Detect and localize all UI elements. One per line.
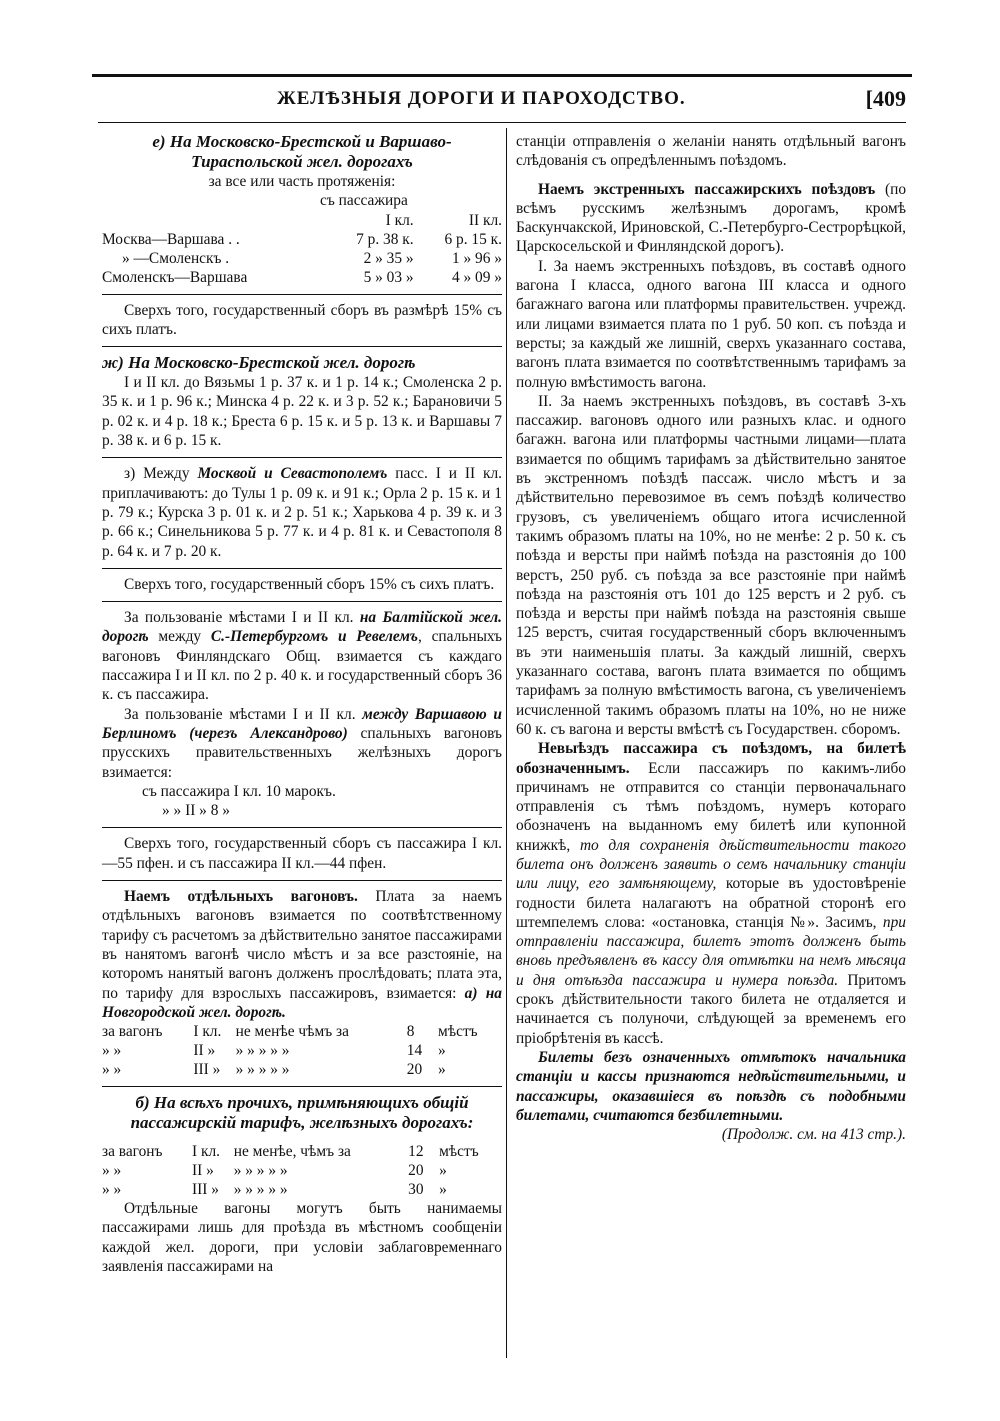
section-z-body: пасс. I и II кл. приплачиваютъ: до Тулы 1 р. 09 к. и 91 к.; Орла 2 р. 15 к. и 1 р. 79 к.; Курска 3 р. 01 к. и 2 р. 51 к.; Харькова 4 р. 39 к. и 3 р. 66 к.; Синельникова 5 р. 77 к. и 4 р. 81 к. и Севастополя 8 р. 64 к. и 7 р. 20 к.	[102, 465, 503, 560]
cell: »	[438, 1061, 446, 1079]
cell: II »	[192, 1162, 214, 1180]
tickets-note: Билеты безъ означенныхъ отмѣтокъ начальника станціи и кассы признаются недѣйствительными, и пассажиры, оказавшіеся въ поѣздѣ съ подобными билетами, считаются безбилетными.	[516, 1048, 906, 1124]
warsaw-text: За пользованіе мѣстами I и II кл.	[124, 705, 363, 723]
section-z-note: Сверхъ того, государственный сборъ 15% съ сихъ платъ.	[124, 575, 495, 593]
baltic-text: между	[148, 628, 211, 646]
cell: 20	[406, 1061, 423, 1079]
cell: » »	[102, 1162, 122, 1180]
cell: » » » » »	[235, 1061, 290, 1079]
fare-cell: 4 » 09 »	[451, 268, 502, 286]
cell: 12	[408, 1143, 424, 1161]
table-row	[102, 1180, 502, 1199]
warsaw-line-2: » » II » 8 »	[162, 802, 230, 820]
cell: мѣстъ	[439, 1143, 479, 1161]
fare-header-class1: I кл.	[385, 211, 414, 229]
wagon-hire-text: Плата за наемъ отдѣльныхъ вагоновъ взимается по соотвѣтственному тарифу съ расчетомъ за дѣйствительно занятое пассажирами въ нанятомъ вагонѣ число мѣстъ и за все разстояніе, на которомъ нанятый вагонъ долженъ прослѣдовать; плата эта, по тарифу для взрослыхъ пассажировъ, взимается:	[102, 888, 502, 1002]
header-rule	[98, 122, 906, 123]
no-departure-italic: то для сохраненія дѣйствительности такого билета онъ долженъ заявить о семъ начальнику станціи или лицу, его замѣняющему,	[516, 836, 906, 893]
cell: мѣстъ	[438, 1023, 478, 1041]
wagon-hire-paragraph	[102, 887, 502, 1022]
table-row	[102, 230, 502, 249]
continuation-note: (Продолж. см. на 413 стр.).	[721, 1126, 906, 1144]
section-e-intro: за все или часть протяженія:	[208, 173, 396, 190]
wagon-hire-heading: Наемъ отдѣльныхъ вагоновъ.	[124, 888, 358, 906]
wagon-final-paragraph: Отдѣльные вагоны могутъ быть нанимаемы пассажирами лишь для проѣзда въ мѣстномъ сообщеніи каждой жел. дороги, при условіи заблаговременнаго заявленія пассажирами на	[102, 1200, 502, 1275]
section-b-heading: б) На всѣхъ прочихъ, примѣняющихъ общій пассажирскій тарифъ, желѣзныхъ дорогахъ:	[130, 1093, 474, 1133]
cell: не менѣе чѣмъ за	[235, 1023, 349, 1041]
cell: » »	[102, 1181, 122, 1199]
wagon-table-b	[102, 1142, 502, 1199]
left-column	[102, 132, 502, 1276]
fare-cell: 7 р. 38 к.	[356, 230, 414, 248]
no-departure-text: Если пассажиръ по какимъ-либо причинамъ не отправится со станціи первоначальнаго отправленія съ тѣмъ поѣздомъ, нумеръ котораго обозначенъ на выданномъ ему билетѣ или купонной книжкѣ,	[516, 759, 906, 854]
divider	[102, 880, 502, 881]
fare-cell: 6 р. 15 к.	[444, 230, 502, 248]
cell: » » » » »	[233, 1162, 288, 1180]
cell: » »	[102, 1042, 122, 1060]
baltic-road: на Балтійской жел. дорогѣ	[102, 609, 502, 646]
table-row	[102, 1060, 502, 1079]
cell: »	[439, 1162, 447, 1180]
per-passenger-label: съ пассажира	[320, 192, 408, 210]
no-departure-paragraph	[516, 739, 906, 1048]
cell: I кл.	[193, 1023, 222, 1041]
wagon-table-a	[102, 1022, 502, 1079]
route-cell: » —Смоленскъ .	[122, 249, 230, 267]
baltic-text: За пользованіе мѣстами I и II кл.	[124, 609, 360, 627]
top-rule	[92, 74, 912, 77]
table-row	[102, 1041, 502, 1060]
section-zh-heading: ж) На Московско-Брестской жел. дорогѣ	[102, 353, 416, 373]
table-row	[102, 1142, 502, 1161]
page-frame	[92, 74, 912, 1364]
warsaw-paragraph	[102, 705, 502, 782]
route-cell: Смоленскъ—Варшава	[102, 268, 248, 286]
warsaw-note: Сверхъ того, государственный сборъ съ пассажира I кл.—55 пфен. и съ пассажира II кл.—44 пфен.	[102, 835, 502, 872]
page-number: [409	[865, 86, 906, 111]
divider	[102, 457, 502, 458]
section-zh-text: I и II кл. до Вязьмы 1 р. 37 к. и 1 р. 14 к.; Смоленска 2 р. 35 к. и 1 р. 96 к.; Минска 4 р. 22 к. и 3 р. 52 к.; Барановичи 5 р. 02 к. и 4 р. 18 к.; Бреста 6 р. 15 к. и 5 р. 13 к. и Варшавы 7 р. 38 к. и 6 р. 15 к.	[102, 374, 502, 450]
divider	[102, 1086, 502, 1087]
table-row	[102, 1022, 502, 1041]
divider	[102, 827, 502, 828]
right-column	[516, 132, 906, 1144]
cell: 14	[406, 1042, 423, 1060]
cell: III »	[193, 1061, 221, 1079]
fare-cell: 1 » 96 »	[451, 249, 502, 267]
no-departure-text: которые въ удостовѣреніе годности билета налагаютъ на обратной сторонѣ его штемпелемъ слова: «остановка, станція №». Засимъ,	[516, 875, 906, 931]
running-title: ЖЕЛѢЗНЫЯ ДОРОГИ И ПАРОХОДСТВО.	[277, 88, 686, 109]
cell: I кл.	[192, 1143, 221, 1161]
warsaw-line-1: съ пассажира I кл. 10 марокъ.	[142, 782, 336, 800]
divider	[102, 294, 502, 295]
warsaw-route: между Варшавою и Берлиномъ (черезъ Александрово)	[102, 705, 502, 742]
fare-cell: 2 » 35 »	[363, 249, 414, 267]
cell: за вагонъ	[102, 1143, 163, 1161]
cell: 8	[406, 1023, 415, 1041]
section-e-note: Сверхъ того, государственный сборъ въ размѣрѣ 15% съ сихъ платъ.	[102, 301, 502, 338]
route-cell: Москва—Варшава . .	[102, 230, 240, 248]
divider	[102, 601, 502, 602]
cell: III »	[192, 1181, 219, 1199]
cell: » » » » »	[233, 1181, 288, 1199]
no-departure-italic: при отправленіи пассажира, билетъ этотъ долженъ быть вновь предъявленъ въ кассу для отмѣтки на немъ мѣсяца и дня отъѣзда пассажира и нумера поѣзда.	[516, 913, 906, 989]
cell: II »	[193, 1042, 216, 1060]
fare-header-class2: II кл.	[468, 211, 502, 229]
divider	[102, 346, 502, 347]
baltic-text: , спальныхъ вагоновъ Финляндскаго Общ. взимается съ каждаго пассажира I и II кл. по 2 р. 40 к. и государственный сборъ 36 к. съ пассажира.	[102, 628, 502, 704]
section-e-heading: е) На Московско-Брестской и Варшаво-Тираспольской жел. дорогахъ	[152, 132, 452, 171]
express-rule-1: I. За наемъ экстренныхъ поѣздовъ, въ составѣ одного вагона I класса, одного вагона III класса и одного багажнаго вагона или платформы правительствен. учрежд. или лицами взимается плата по 1 руб. 50 коп. съ поѣзда и версты; за каждый же лишній, сверхъ указаннаго состава, вагонъ плата взимается по соотвѣтственнымъ тарифамъ за полную вмѣстимость вагона.	[516, 257, 906, 391]
baltic-paragraph	[102, 608, 502, 704]
continuation-text: станціи отправленія о желаніи нанять отдѣльный вагонъ слѣдованія съ опредѣленнымъ поѣздомъ.	[516, 133, 906, 170]
cell: »	[439, 1181, 447, 1199]
cell: »	[438, 1042, 446, 1060]
cell: » » » » »	[235, 1042, 290, 1060]
cell: » »	[102, 1061, 122, 1079]
baltic-route: С.-Петербургомъ и Ревелемъ	[210, 628, 419, 646]
express-text: (по всѣмъ русскимъ желѣзнымъ дорогамъ, кромѣ Баскунчакской, Ириновской, С.-Петербурго-Сестрорѣцкой, Царскосельской и Финляндской дорогъ).	[516, 180, 907, 256]
table-row	[102, 268, 502, 287]
warsaw-text: спальныхъ вагоновъ прусскихъ правительственныхъ желѣзныхъ дорогъ взимается:	[102, 724, 502, 781]
no-departure-heading: Невыѣздъ пассажира съ поѣздомъ, на билетѣ обозначеннымъ.	[516, 740, 906, 777]
express-heading: Наемъ экстренныхъ пассажирскихъ поѣздовъ	[538, 180, 876, 198]
cell: за вагонъ	[102, 1023, 163, 1041]
table-row	[102, 1161, 502, 1180]
section-z-route: Москвой и Севастополемъ	[197, 465, 388, 483]
cell: не менѣе, чѣмъ за	[233, 1143, 351, 1161]
section-z-text	[102, 464, 502, 560]
table-row	[102, 249, 502, 268]
no-departure-text: Притомъ срокъ дѣйствительности такого билета не отдаляется и начинается съ полуночи, слѣдующей за временемъ его пріобрѣтенія въ кассѣ.	[516, 971, 906, 1047]
cell: 20	[408, 1162, 424, 1180]
divider	[102, 568, 502, 569]
column-separator	[506, 128, 507, 1358]
express-paragraph	[516, 180, 906, 257]
wagon-hire-road: а) на Новгородской жел. дорогѣ.	[102, 984, 502, 1021]
section-z-prefix: з) Между	[124, 465, 198, 483]
fare-cell: 5 » 03 »	[363, 268, 414, 286]
cell: 30	[408, 1181, 424, 1199]
express-rule-2: II. За наемъ экстренныхъ поѣздовъ, въ составѣ 3-хъ пассажир. вагоновъ одного или разныхъ клас. и одного багажн. вагона или платформы частными лицами—плата взимается по общимъ тарифамъ за дѣйствительно занятое въ экстренномъ поѣздѣ пассаж. число мѣстъ и за дѣйствительно перевозимое въ семъ поѣздѣ количество грузовъ, съ увеличеніемъ общаго итога исчисленной такимъ образомъ платы на 10%, но не менѣе: 2 р. 50 к. съ поѣзда и версты при наймѣ поѣзда на разстоянія до 100 верстъ, 250 руб. съ поѣзда за все разстояніе при наймѣ поѣзда на разстоянія отъ 101 до 125 верстъ и 2 руб. съ поѣзда и версты при наймѣ поѣзда на разстоянія свыше 125 верстъ, считая государственный сборъ включеннымъ въ эти наименьшія платы. За каждый лишній, сверхъ указаннаго состава, вагонъ плата взимается по общимъ тарифамъ за полную вмѣстимость вагона, съ увеличеніемъ исчисленной такимъ образомъ платы на 10%, но не ниже 60 к. съ вагона и версты вмѣстѣ съ Государствен. сборомъ.	[516, 392, 906, 738]
page-header	[92, 88, 912, 118]
fare-table-e	[102, 211, 502, 287]
